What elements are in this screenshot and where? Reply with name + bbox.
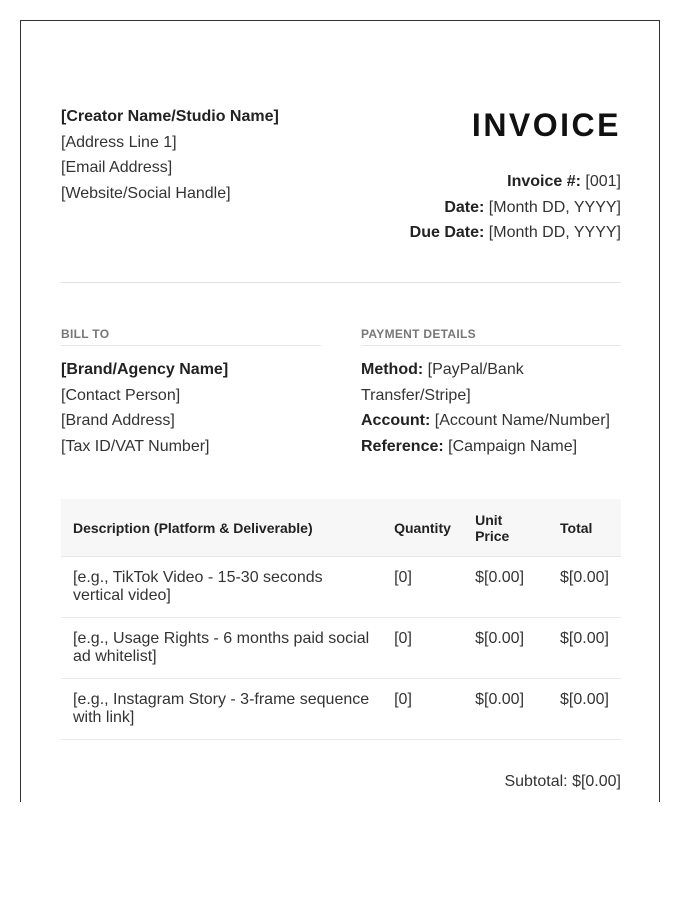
invoice-title: INVOICE [471,107,621,143]
row-quantity: [0] [382,679,463,740]
payment-reference-label: Reference: [361,437,444,455]
row-total: $[0.00] [548,618,621,679]
row-unit-price: $[0.00] [463,679,548,740]
bill-to-contact: [Contact Person] [61,386,181,404]
sender-address: [Address Line 1] [61,133,177,151]
payment-reference-value: [Campaign Name] [448,437,578,455]
invoice-due-value: [Month DD, YYYY] [488,224,621,241]
payment-details-heading: PAYMENT DETAILS [361,327,621,346]
payment-account-value: [Account Name/Number] [434,412,610,429]
bill-to-heading: BILL TO [61,327,321,346]
invoice-date-label: Date: [444,198,485,216]
row-quantity: [0] [382,557,463,618]
row-total: $[0.00] [548,557,621,618]
row-quantity: [0] [382,618,463,679]
bill-to-tax-id: [Tax ID/VAT Number] [61,437,210,455]
payment-account-line [361,408,621,434]
sender-email: [Email Address] [61,159,173,176]
sender-block [61,104,361,206]
invoice-header [341,105,621,246]
invoice-due-line [341,220,621,246]
payment-account-label: Account: [361,412,431,429]
row-total: $[0.00] [548,679,621,740]
bill-to-address: [Brand Address] [61,412,175,429]
payment-details-body [361,357,621,459]
subtotal-line [504,772,621,792]
row-description: [e.g., Instagram Story - 3-frame sequence with link] [61,679,382,740]
row-unit-price: $[0.00] [463,618,548,679]
invoice-number-value: [001] [585,173,621,190]
invoice-page [20,20,660,802]
bill-to-brand: [Brand/Agency Name] [61,361,229,378]
payment-method-line [361,357,621,408]
sender-name: [Creator Name/Studio Name] [61,108,279,125]
column-header-unit-price: Unit Price [463,499,548,557]
bill-to-section [61,327,321,459]
column-header-description: Description (Platform & Deliverable) [61,499,382,557]
invoice-number-label: Invoice #: [507,173,581,190]
subtotal-label: Subtotal: [504,773,568,790]
invoice-date-line [341,195,621,221]
row-description: [e.g., Usage Rights - 6 months paid social ad whitelist] [61,618,382,679]
payment-reference-line [361,434,621,460]
line-items-table [61,499,621,740]
column-header-quantity: Quantity [382,499,463,557]
bill-to-body [61,357,321,459]
payment-method-label: Method: [361,361,424,378]
invoice-due-label: Due Date: [409,224,485,241]
invoice-meta [341,169,621,246]
invoice-number-line [341,169,621,195]
invoice-date-value: [Month DD, YYYY] [488,198,621,216]
table-row [61,618,621,679]
column-header-total: Total [548,499,621,557]
header-divider [61,282,621,283]
table-header-row [61,499,621,557]
table-row [61,557,621,618]
payment-method-value: [PayPal/Bank Transfer/Stripe] [361,361,524,404]
table-row [61,679,621,740]
subtotal-value: $[0.00] [572,773,621,790]
row-description: [e.g., TikTok Video - 15-30 seconds vertical video] [61,557,382,618]
row-unit-price: $[0.00] [463,557,548,618]
payment-details-section [361,327,621,459]
sender-website: [Website/Social Handle] [61,184,231,202]
